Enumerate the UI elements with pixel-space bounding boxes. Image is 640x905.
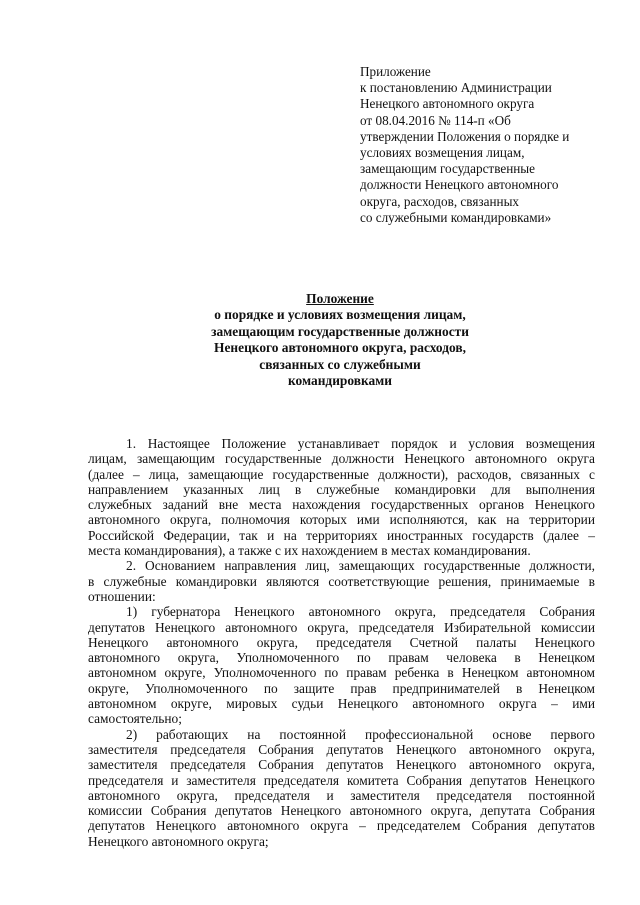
document-title: [140, 291, 540, 389]
appendix-line: Ненецкого автономного округа: [360, 96, 535, 112]
appendix-line: от 08.04.2016 № 114-п «Об: [360, 112, 511, 128]
body-line: автономном округе, Уполномоченного по правам ребенка в Ненецком автономном: [88, 665, 595, 681]
body-line: председателя и заместителя председателя комитета Собрания депутатов Ненецкого: [88, 772, 595, 788]
body-line: 1) губернатора Ненецкого автономного округа, председателя Собрания: [126, 604, 595, 620]
paragraph-1: [88, 436, 595, 558]
paragraph-2: [88, 558, 595, 604]
body-line: автономного округа, полномочия которых ими исполняются, как на территории: [88, 512, 595, 528]
body-line: места командирования), а также с их нахождением в местах командирования.: [88, 543, 531, 559]
body-line: 2) работающих на постоянной профессиональной основе первого: [126, 726, 595, 742]
body-line: служебных заданий вне места нахождения государственных органов Ненецкого: [88, 497, 595, 513]
appendix-line: со служебными командировками»: [360, 209, 552, 225]
title-line: Ненецкого автономного округа, расходов,: [214, 340, 466, 356]
appendix-line: утверждении Положения о порядке и: [360, 128, 570, 144]
appendix-line: округа, расходов, связанных: [360, 193, 520, 209]
appendix-line: к постановлению Администрации: [360, 80, 552, 96]
appendix-line: должности Ненецкого автономного: [360, 177, 559, 193]
title-line: связанных со служебными: [259, 356, 421, 372]
body-line: автономного округа, Уполномоченного по правам человека в Ненецком: [88, 650, 595, 666]
title-line: Положение: [306, 291, 374, 306]
body-line: 2. Основанием направления лиц, замещающих государственные должности,: [126, 558, 595, 574]
body-line: автономном округе, мировых судьи Ненецкого автономного округа – ими: [88, 696, 595, 712]
body-line: направлением указанных лиц в служебные командировки для выполнения: [88, 481, 595, 497]
list-item-1: [88, 604, 595, 726]
appendix-line: замещающим государственные: [360, 161, 536, 177]
body-line: 1. Настоящее Положение устанавливает порядок и условия возмещения: [126, 436, 595, 451]
list-item-2: [88, 727, 595, 849]
title-line: о порядке и условиях возмещения лицам,: [214, 307, 466, 323]
body-line: депутатов Ненецкого автономного округа – председателем Собрания депутатов: [88, 818, 595, 834]
body-line: Ненецкого автономного округа;: [88, 833, 269, 849]
body-line: отношении:: [88, 588, 156, 604]
body-line: заместителя председателя Собрания депутатов Ненецкого автономного округа,: [88, 757, 595, 773]
body-line: в служебные командировки являются соответствующие решения, принимаемые в: [88, 573, 595, 589]
body-line: Ненецкого автономного округа, председателя Счетной палаты Ненецкого: [88, 634, 595, 650]
body-line: Российской Федерации, так и на территориях иностранных государств (далее –: [88, 527, 595, 543]
body-line: автономного округа, председателя и заместителя председателя постоянной: [88, 787, 595, 803]
title-line: замещающим государственные должности: [211, 323, 469, 339]
body-line: лицам, замещающим государственные должности Ненецкого автономного округа: [88, 451, 595, 467]
title-line: командировками: [288, 373, 392, 389]
body-line: самостоятельно;: [88, 711, 182, 727]
body-line: комиссии Собрания депутатов Ненецкого автономного округа, депутата Собрания: [88, 803, 595, 819]
document-body: [88, 436, 595, 849]
body-line: округе, Уполномоченного по защите прав предпринимателей в Ненецком: [88, 680, 595, 696]
appendix-block: [360, 64, 596, 226]
body-line: (далее – лица, замещающие государственные должности), расходов, связанных с: [88, 466, 595, 482]
body-line: заместителя председателя Собрания депутатов Ненецкого автономного округа,: [88, 741, 595, 757]
appendix-line: условиях возмещения лицам,: [360, 145, 525, 161]
body-line: депутатов Ненецкого автономного округа, председателя Избирательной комиссии: [88, 619, 595, 635]
appendix-line: Приложение: [360, 64, 431, 79]
